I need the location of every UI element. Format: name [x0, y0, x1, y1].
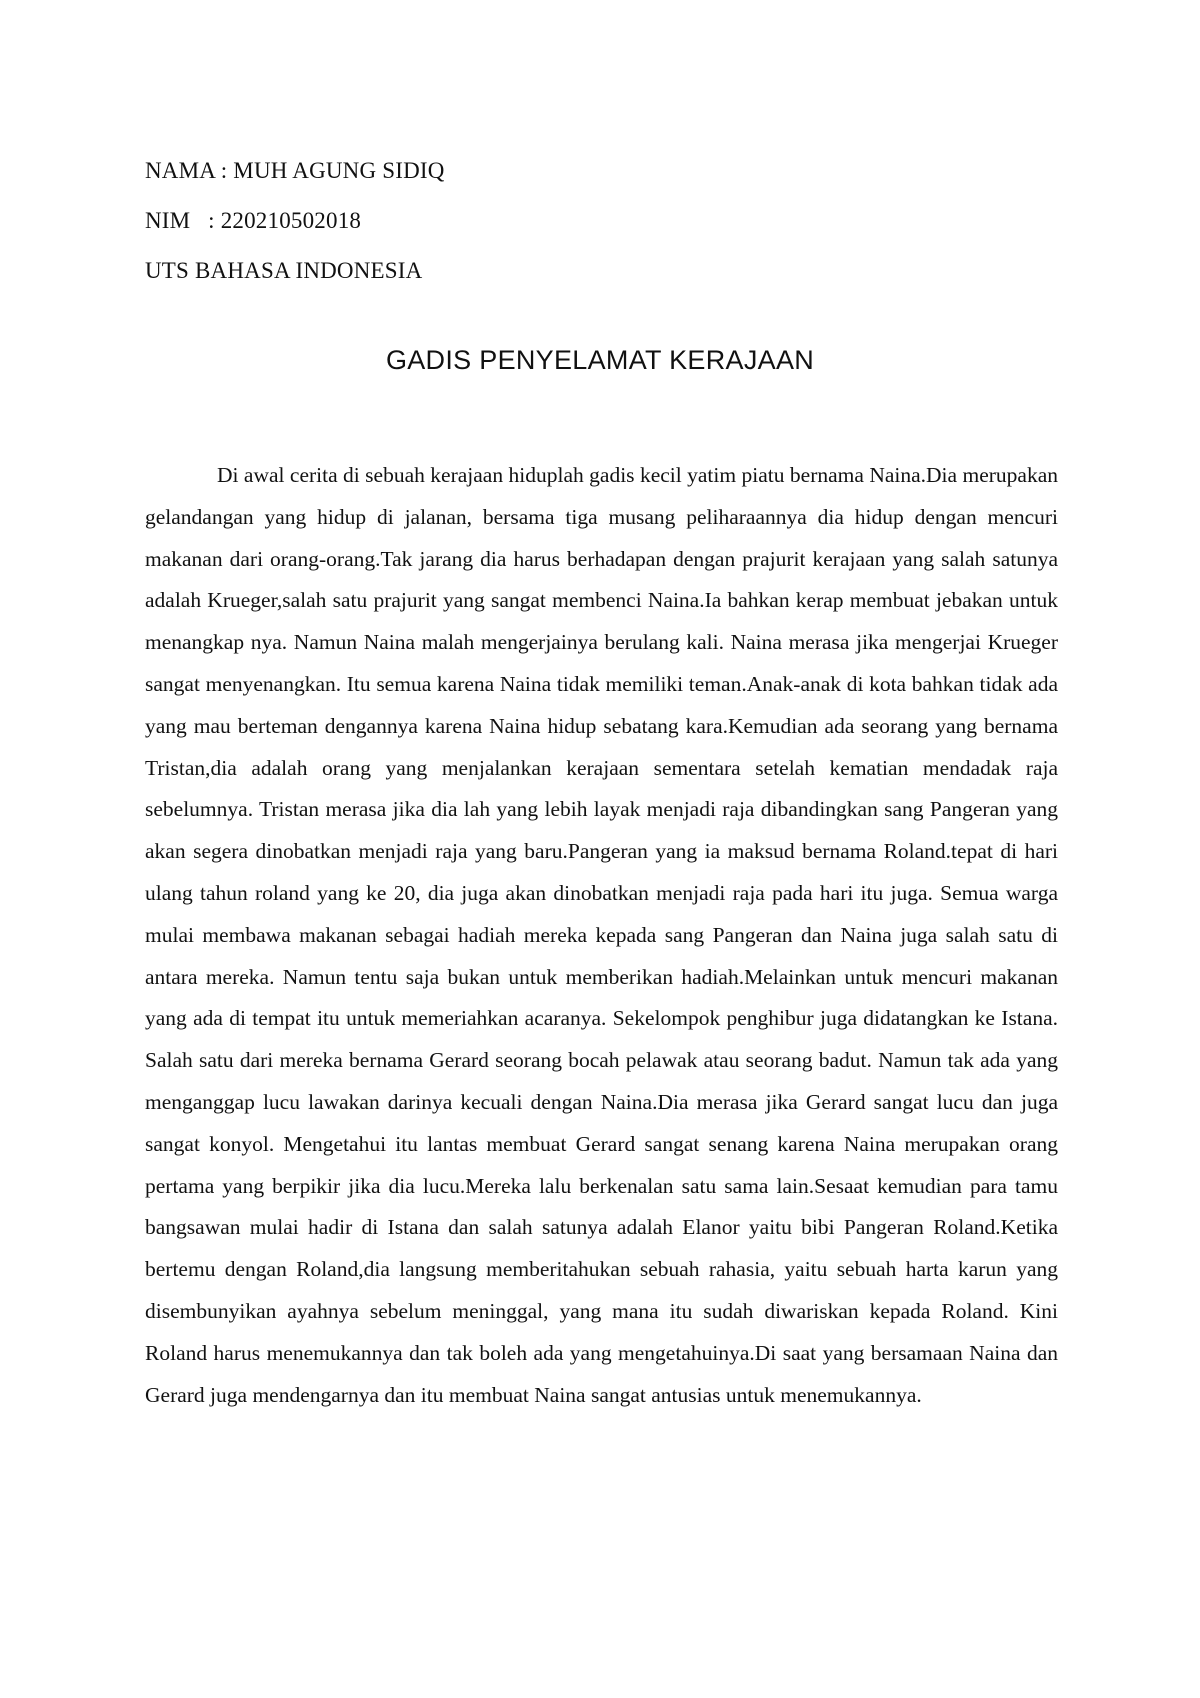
student-name-line: NAMA : MUH AGUNG SIDIQ [145, 158, 445, 183]
student-info-block [145, 146, 445, 296]
course-line: UTS BAHASA INDONESIA [145, 258, 423, 283]
student-nim-line: NIM : 220210502018 [145, 208, 362, 233]
story-title: GADIS PENYELAMAT KERAJAAN [385, 345, 815, 375]
story-paragraph: Di awal cerita di sebuah kerajaan hiduplah gadis kecil yatim piatu bernama Naina.Dia merupakan gelandangan yang hidup di jalanan, bersama tiga musang peliharaannya dia hidup dengan mencuri makanan dari orang-orang.Tak jarang dia harus berhadapan dengan prajurit kerajaan yang salah satunya adalah Krueger,salah satu prajurit yang sangat membenci Naina.Ia bahkan kerap membuat jebakan untuk menangkap nya. Namun Naina malah mengerjainya berulang kali. Naina merasa jika mengerjai Krueger sangat menyenangkan. Itu semua karena Naina tidak memiliki teman.Anak-anak di kota bahkan tidak ada yang mau berteman dengannya karena Naina hidup sebatang kara.Kemudian ada seorang yang bernama Tristan,dia adalah orang yang menjalankan kerajaan sementara setelah kematian mendadak raja sebelumnya. Tristan merasa jika dia lah yang lebih layak menjadi raja dibandingkan sang Pangeran yang akan segera dinobatkan menjadi raja yang baru.Pangeran yang ia maksud bernama Roland.tepat di hari ulang tahun roland yang ke 20, dia juga akan dinobatkan menjadi raja pada hari itu juga. Semua warga mulai membawa makanan sebagai hadiah mereka kepada sang Pangeran dan Naina juga salah satu di antara mereka. Namun tentu saja bukan untuk memberikan hadiah.Melainkan untuk mencuri makanan yang ada di tempat itu untuk memeriahkan acaranya. Sekelompok penghibur juga didatangkan ke Istana. Salah satu dari mereka bernama Gerard seorang bocah pelawak atau seorang badut. Namun tak ada yang menganggap lucu lawakan darinya kecuali dengan Naina.Dia merasa jika Gerard sangat lucu dan juga sangat konyol. Mengetahui itu lantas membuat Gerard sangat senang karena Naina merupakan orang pertama yang berpikir jika dia lucu.Mereka lalu berkenalan satu sama lain.Sesaat kemudian para tamu bangsawan mulai hadir di Istana dan salah satunya adalah Elanor yaitu bibi Pangeran Roland.Ketika bertemu dengan Roland,dia langsung memberitahukan sebuah rahasia, yaitu sebuah harta karun yang disembunyikan ayahnya sebelum meninggal, yang mana itu sudah diwariskan kepada Roland. Kini Roland harus menemukannya dan tak boleh ada yang mengetahuinya.Di saat yang bersamaan Naina dan Gerard juga mendengarnya dan itu membuat Naina sangat antusias untuk menemukannya. [145, 463, 1058, 1407]
